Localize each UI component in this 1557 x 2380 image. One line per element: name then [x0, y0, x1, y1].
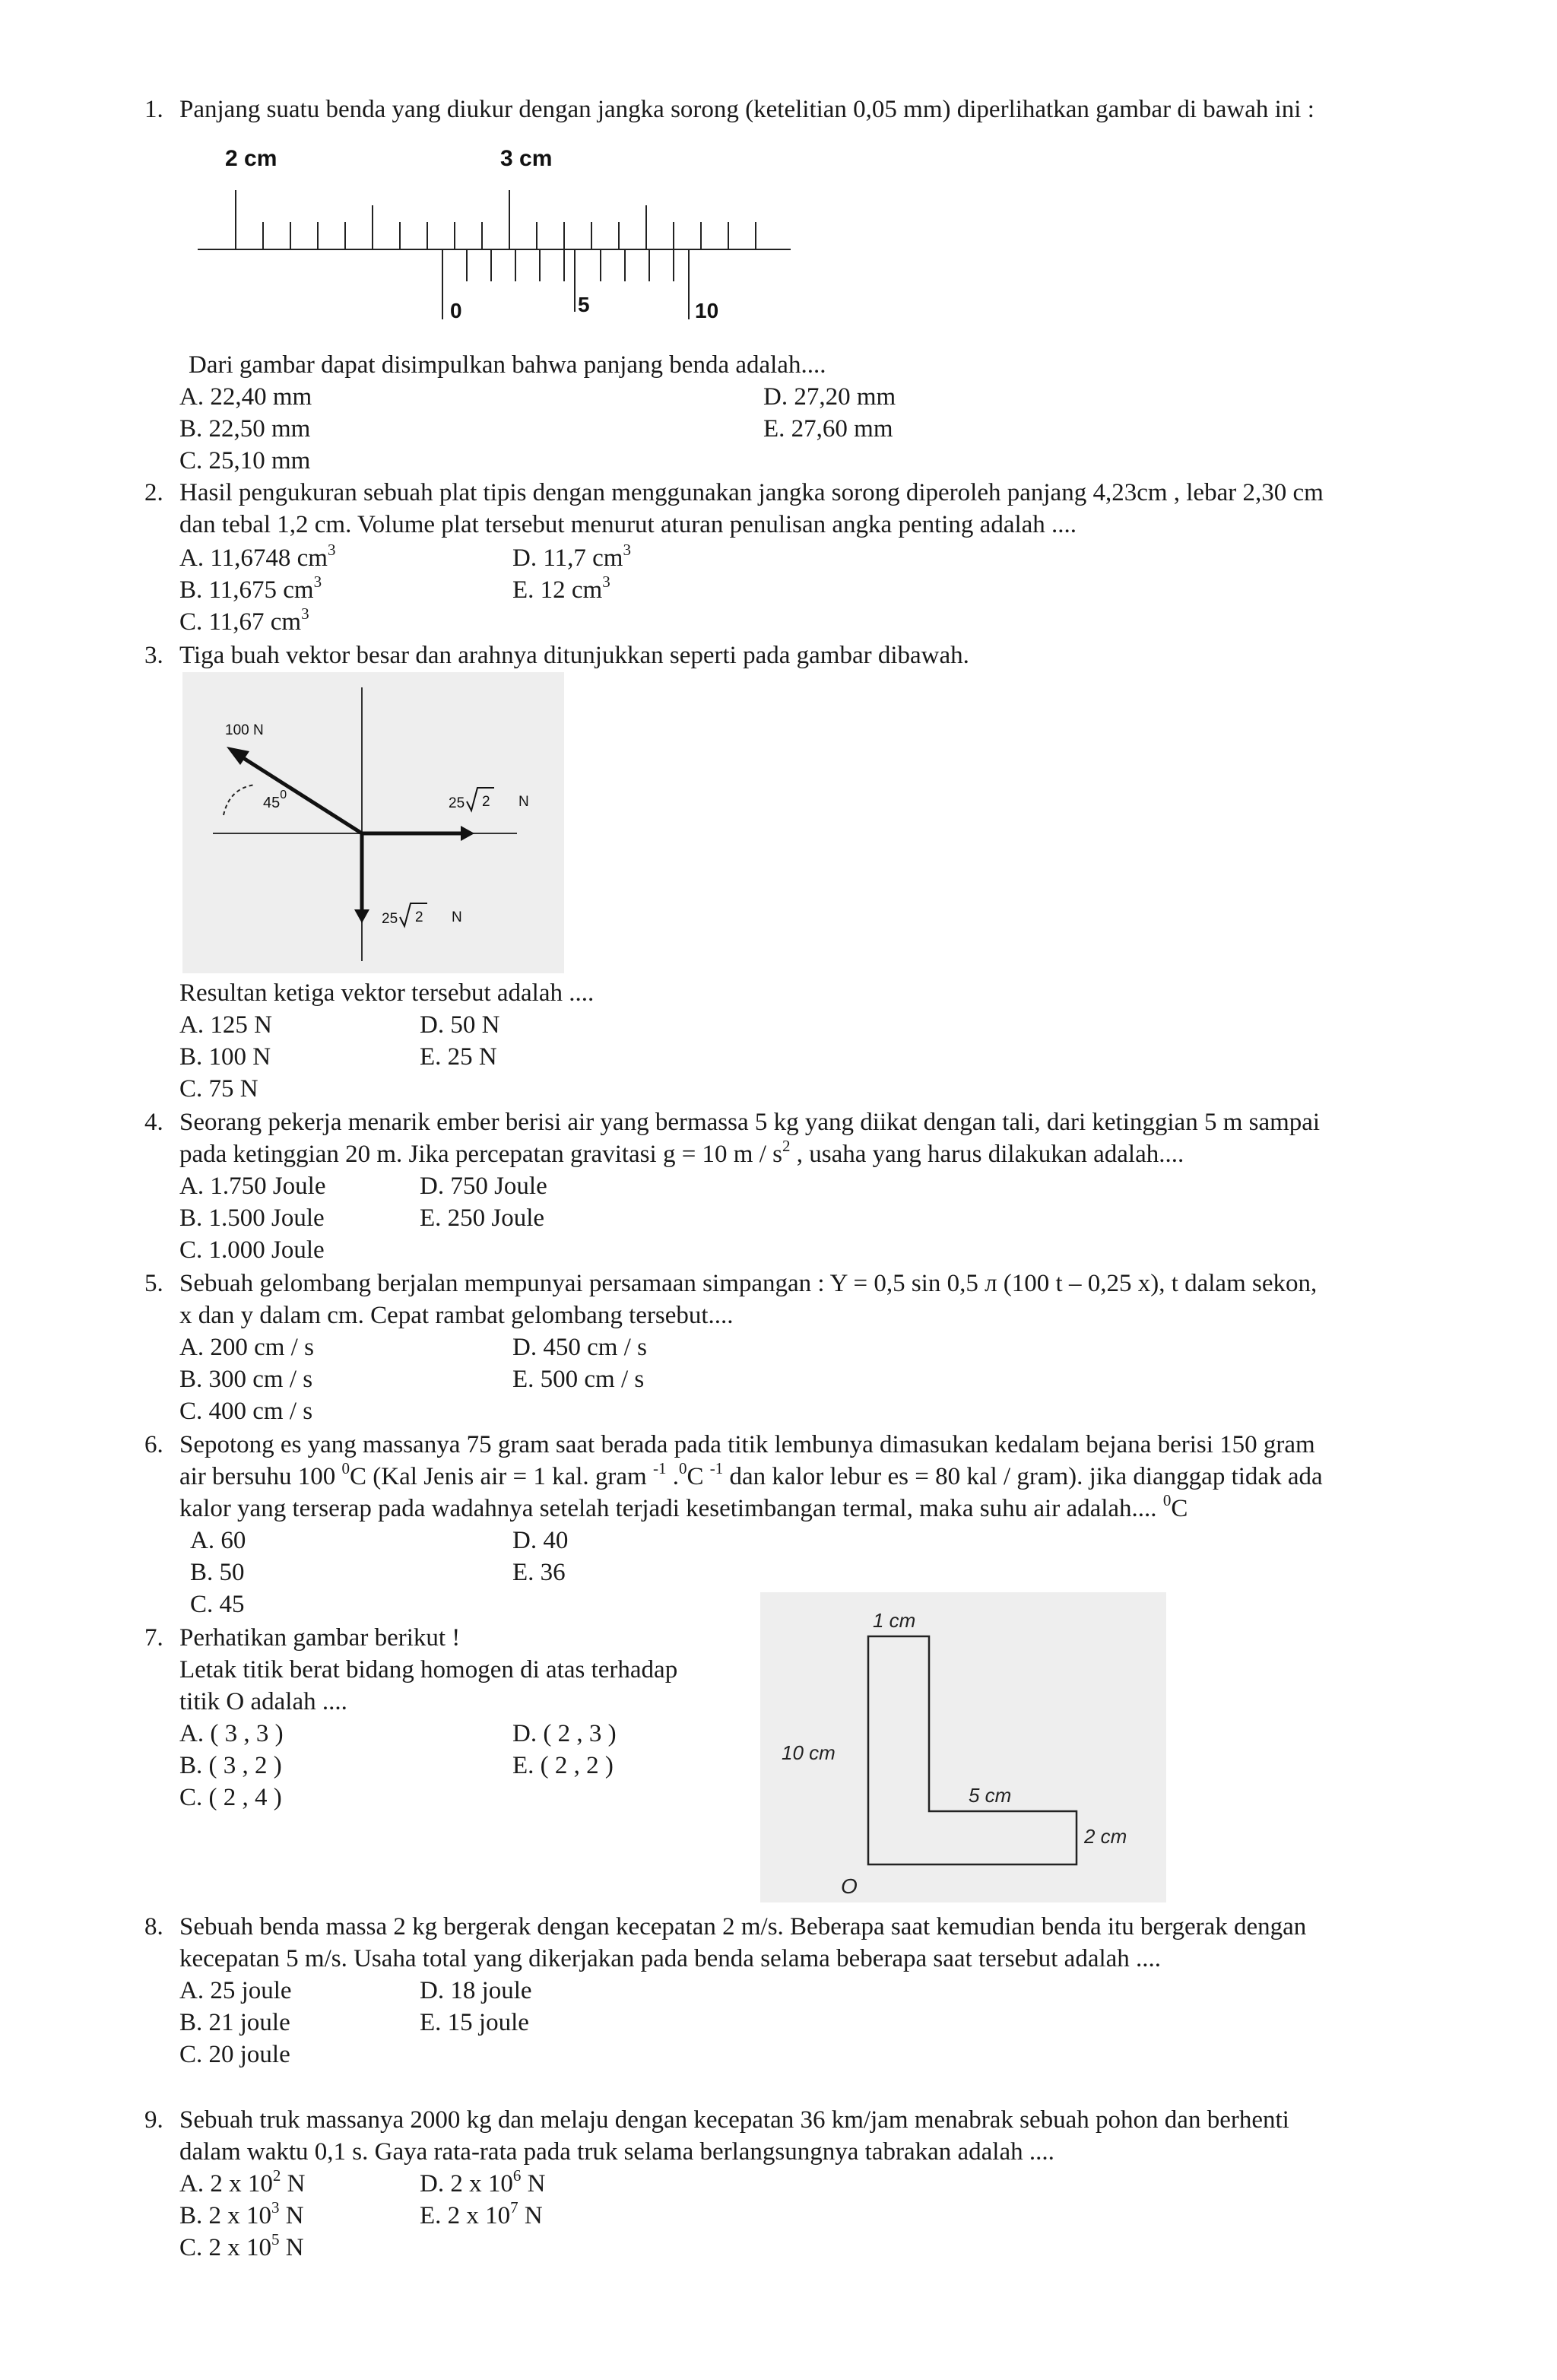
q1-option-a: A. 22,40 mm: [179, 383, 312, 411]
q5-option-b: B. 300 cm / s: [179, 1366, 313, 1393]
q9-option-c: C. 2 x $10^5$ N: [179, 2230, 304, 2261]
label-100n: 100 N: [225, 722, 264, 738]
q5-line2: x dan y dalam cm. Cepat rambat gelombang tersebut....: [179, 1302, 734, 1329]
angle-arc: [224, 785, 255, 815]
vector-figure-box: [182, 672, 564, 973]
vernier-scale-ticks: [442, 249, 689, 319]
vector-100n-arrowhead: [227, 747, 249, 765]
svg-text:2: 2: [415, 909, 423, 925]
label-origin: O: [841, 1874, 858, 1898]
q4-number: 4.: [144, 1109, 163, 1136]
q3-option-c: C. 75 N: [179, 1075, 258, 1103]
q2-line2: dan tebal 1,2 cm. Volume plat tersebut menurut aturan penulisan angka penting adalah ....: [179, 511, 1077, 538]
q6-option-d: D. 40: [512, 1527, 569, 1554]
q4-option-a: A. 1.750 Joule: [179, 1173, 326, 1200]
label-angle: $45^0$: [263, 789, 287, 811]
q4-line1: Seorang pekerja menarik ember berisi air yang bermassa 5 kg yang diikat dengan tali, dari ketinggian 5 m sampai: [179, 1109, 1321, 1136]
q3-question: Resultan ketiga vektor tersebut adalah ....: [179, 979, 595, 1007]
q1-number: 1.: [144, 96, 163, 123]
q9-option-e: E. 2 x $10^7$ N: [420, 2198, 543, 2229]
q1-text: Panjang suatu benda yang diukur dengan jangka sorong (ketelitian 0,05 mm) diperlihatkan gambar di bawah ini :: [179, 96, 1314, 123]
q7-line2: Letak titik berat bidang homogen di atas terhadap: [179, 1656, 678, 1683]
q7-line3: titik O adalah ....: [179, 1688, 347, 1715]
q8-option-a: A. 25 joule: [179, 1977, 292, 2004]
vector-right-arrowhead: [461, 826, 474, 841]
q3-text: Tiga buah vektor besar dan arahnya ditunjukkan seperti pada gambar dibawah.: [179, 642, 969, 669]
q8-line1: Sebuah benda massa 2 kg bergerak dengan kecepatan 2 m/s. Beberapa saat kemudian benda itu bergerak dengan: [179, 1913, 1307, 1940]
q7-line1: Perhatikan gambar berikut !: [179, 1624, 461, 1652]
svg-text:2: 2: [482, 794, 490, 810]
svg-text:25: 25: [449, 795, 465, 811]
q5-option-a: A. 200 cm / s: [179, 1334, 314, 1361]
q6-line2: air bersuhu 100 $^0$C (Kal Jenis air = 1 kal. gram $^{-1}$ .$^0$C $^{-1}$ dan kalor lebur es = 80 kal / gram). jika dianggap tidak ada: [179, 1459, 1323, 1490]
vernier-label-10: 10: [695, 299, 719, 322]
q6-option-c: C. 45: [190, 1591, 245, 1618]
q1-option-b: B. 22,50 mm: [179, 415, 311, 443]
q4-option-c: C. 1.000 Joule: [179, 1236, 325, 1264]
q6-option-e: E. 36: [512, 1559, 566, 1586]
label-down-vector: [382, 903, 462, 927]
label-top: 1 cm: [873, 1609, 916, 1632]
q9-line2: dalam waktu 0,1 s. Gaya rata-rata pada truk selama berlangsungnya tabrakan adalah ....: [179, 2138, 1054, 2166]
svg-text:N: N: [518, 794, 529, 810]
vernier-label-0: 0: [450, 299, 462, 322]
label-right-vector: [449, 788, 529, 811]
l-shape-outline: [868, 1636, 1077, 1864]
vector-diagram: [182, 672, 564, 973]
q8-option-d: D. 18 joule: [420, 1977, 532, 2004]
q5-option-d: D. 450 cm / s: [512, 1334, 647, 1361]
q7-number: 7.: [144, 1624, 163, 1652]
q7-option-e: E. ( 2 , 2 ): [512, 1752, 614, 1779]
main-scale-label-2cm: 2 cm: [225, 146, 277, 171]
q2-option-b: B. 11,675 $cm^3$: [179, 573, 322, 604]
q1-question: Dari gambar dapat disimpulkan bahwa panjang benda adalah....: [189, 351, 826, 379]
q3-option-d: D. 50 N: [420, 1011, 500, 1039]
q9-number: 9.: [144, 2106, 163, 2134]
vector-100n: [233, 751, 362, 833]
q7-option-a: A. ( 3 , 3 ): [179, 1720, 284, 1747]
q2-option-a: A. 11,6748 $cm^3$: [179, 541, 336, 572]
q2-option-e: E. 12 $cm^3$: [512, 573, 610, 604]
q8-option-e: E. 15 joule: [420, 2009, 529, 2036]
q9-option-b: B. 2 x $10^3$ N: [179, 2198, 304, 2229]
q2-option-c: C. 11,67 $cm^3$: [179, 605, 309, 636]
q3-number: 3.: [144, 642, 163, 669]
q1-option-d: D. 27,20 mm: [763, 383, 896, 411]
main-scale-ticks: [236, 190, 756, 249]
q8-option-c: C. 20 joule: [179, 2041, 290, 2068]
q5-line1: Sebuah gelombang berjalan mempunyai persamaan simpangan : Y = 0,5 sin 0,5 л (100 t – 0,25 x), t dalam sekon,: [179, 1270, 1318, 1297]
q1-option-c: C. 25,10 mm: [179, 447, 311, 474]
q6-number: 6.: [144, 1431, 163, 1458]
q2-line1: Hasil pengukuran sebuah plat tipis dengan menggunakan jangka sorong diperoleh panjang 4,23cm , lebar 2,30 cm: [179, 479, 1324, 506]
q6-line1: Sepotong es yang massanya 75 gram saat berada pada titik lembunya dimasukan kedalam bejana berisi 150 gram: [179, 1431, 1315, 1458]
q7-option-d: D. ( 2 , 3 ): [512, 1720, 617, 1747]
q8-line2: kecepatan 5 m/s. Usaha total yang dikerjakan pada benda selama beberapa saat tersebut adalah ....: [179, 1945, 1162, 1972]
q3-option-b: B. 100 N: [179, 1043, 271, 1071]
label-right: 2 cm: [1084, 1825, 1127, 1848]
q6-option-b: B. 50: [190, 1559, 245, 1586]
q3-option-e: E. 25 N: [420, 1043, 497, 1071]
q7-option-b: B. ( 3 , 2 ): [179, 1752, 282, 1779]
label-inner: 5 cm: [969, 1784, 1012, 1807]
q9-option-d: D. 2 x $10^6$ N: [420, 2166, 546, 2198]
vector-down-arrowhead: [354, 909, 369, 923]
q3-option-a: A. 125 N: [179, 1011, 272, 1039]
q4-option-e: E. 250 Joule: [420, 1204, 545, 1232]
q2-option-d: D. 11,7 $cm^3$: [512, 541, 631, 572]
l-shape-figure-box: [760, 1592, 1166, 1902]
q1-option-e: E. 27,60 mm: [763, 415, 893, 443]
q4-option-b: B. 1.500 Joule: [179, 1204, 325, 1232]
q4-option-d: D. 750 Joule: [420, 1173, 547, 1200]
q8-number: 8.: [144, 1913, 163, 1940]
q6-option-a: A. 60: [190, 1527, 246, 1554]
q6-line3: kalor yang terserap pada wadahnya setelah terjadi kesetimbangan termal, maka suhu air adalah.... $^0$C: [179, 1491, 1188, 1522]
q5-option-e: E. 500 cm / s: [512, 1366, 645, 1393]
q9-option-a: A. 2 x $10^2$ N: [179, 2166, 306, 2198]
q2-number: 2.: [144, 479, 163, 506]
svg-text:N: N: [452, 909, 462, 925]
q4-line2: pada ketinggian 20 m. Jika percepatan gravitasi g = 10 m / $s^2$ , usaha yang harus dilakukan adalah....: [179, 1137, 1184, 1168]
q7-option-c: C. ( 2 , 4 ): [179, 1784, 282, 1811]
main-scale-label-3cm: 3 cm: [500, 146, 553, 171]
q9-line1: Sebuah truk massanya 2000 kg dan melaju dengan kecepatan 36 km/jam menabrak sebuah pohon dan berhenti: [179, 2106, 1289, 2134]
l-shape-diagram: [760, 1592, 1166, 1902]
q5-number: 5.: [144, 1270, 163, 1297]
q8-option-b: B. 21 joule: [179, 2009, 290, 2036]
vernier-caliper-figure: [190, 137, 798, 335]
q5-option-c: C. 400 cm / s: [179, 1398, 313, 1425]
svg-text:25: 25: [382, 911, 398, 927]
label-left: 10 cm: [782, 1741, 836, 1764]
vernier-label-5: 5: [578, 293, 590, 316]
